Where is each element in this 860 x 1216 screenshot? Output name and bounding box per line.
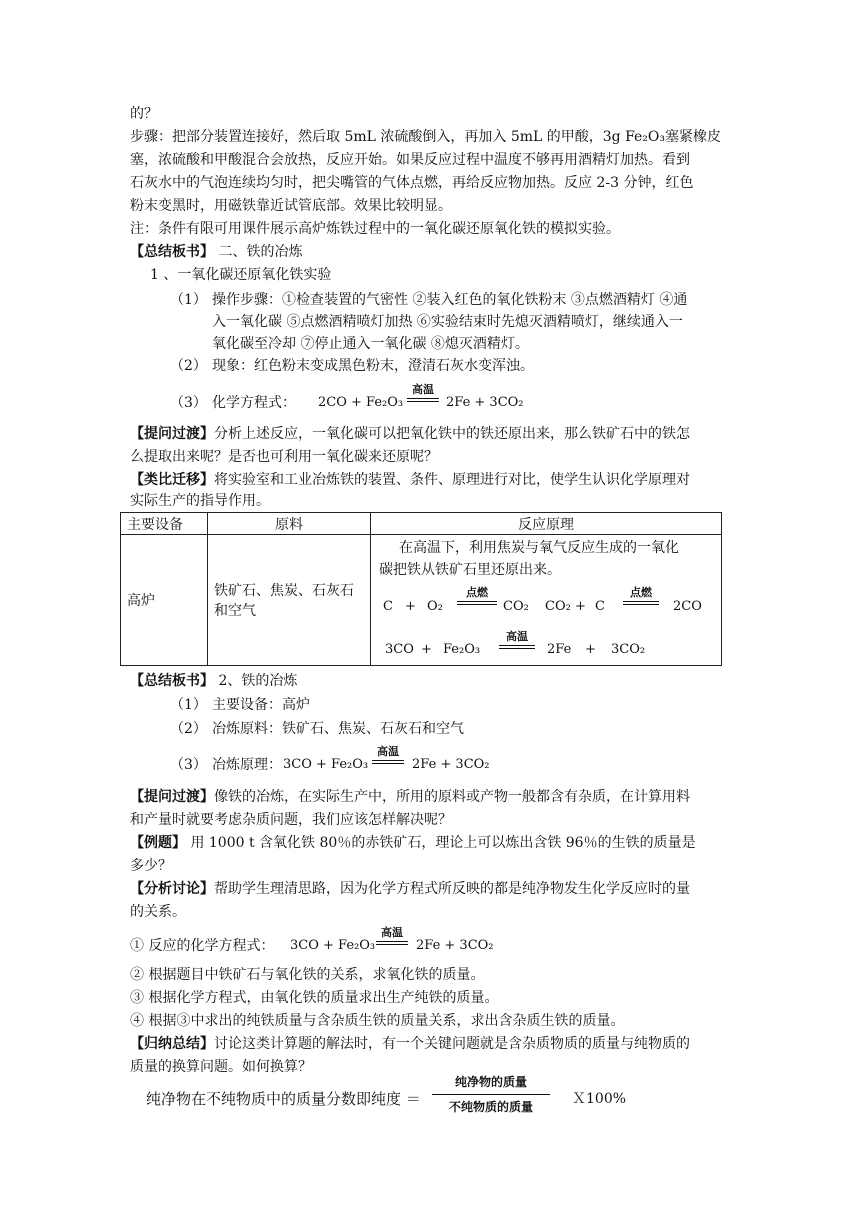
text-line: 像铁的冶炼，在实际生产中，所用的原料或产物一般都含有杂质，在计算用料 xyxy=(214,789,690,805)
text-line: 氧化碳至冷却 ⑦停止通入一氧化碳 ⑧熄灭酒精灯。 xyxy=(212,336,529,352)
text-line: 的关系。 xyxy=(130,904,186,920)
equation-lhs: 3CO + Fe₂O₃ xyxy=(290,938,376,953)
eq-term: + xyxy=(405,599,416,614)
section-title: 二、铁的冶炼 xyxy=(214,244,303,260)
reaction-condition xyxy=(499,631,535,649)
table-header: 反应原理 xyxy=(371,513,722,535)
text-line: 注：条件有限可用课件展示高炉炼铁过程中的一氧化碳还原氧化铁的模拟实验。 xyxy=(130,221,620,237)
eq-term: + xyxy=(421,642,432,657)
eq-term: 3CO xyxy=(385,642,414,657)
formula-label: 纯净物在不纯物质中的质量分数即纯度 ＝ xyxy=(146,1090,421,1108)
text-line: 么提取出来呢？是否也可利用一氧化碳来还原呢？ xyxy=(130,449,438,465)
item-number: （1） xyxy=(170,292,207,308)
table-cell-principle xyxy=(371,535,722,666)
equation-rhs: 2Fe + 3CO₂ xyxy=(412,757,490,772)
item-number: （3） xyxy=(170,395,207,411)
text-line: 和产量时就要考虑杂质问题，我们应该怎样解决呢？ xyxy=(130,812,452,828)
text-line: 的？ xyxy=(130,106,158,122)
section-tag: 【类比迁移】 xyxy=(130,472,214,488)
condition-label: 高温 xyxy=(506,630,528,643)
condition-label: 高温 xyxy=(381,926,403,939)
section-tag: 【提问过渡】 xyxy=(130,426,214,442)
eq-term: CO₂ xyxy=(503,599,529,614)
principle-line: 碳把铁从铁矿石里还原出来。 xyxy=(379,562,561,578)
comparison-table xyxy=(120,512,722,666)
text-line: 主要设备：高炉 xyxy=(212,697,310,713)
equation-rhs: 2Fe + 3CO₂ xyxy=(416,938,494,953)
section-heading xyxy=(130,670,297,692)
eq-term: C xyxy=(595,599,605,614)
fraction-numerator: 纯净物的质量 xyxy=(454,1075,527,1089)
text-line: 分析上述反应，一氧化碳可以把氧化铁中的铁还原出来，那么铁矿石中的铁怎 xyxy=(214,426,690,442)
text-line: 冶炼原理： xyxy=(212,757,282,773)
reaction-condition xyxy=(623,587,659,605)
text-line: 帮助学生理清思路，因为化学方程式所反映的都是纯净物发生化学反应时的量 xyxy=(214,881,690,897)
text-line: 质量的换算问题。如何换算？ xyxy=(130,1059,312,1075)
text-line: ② 根据题目中铁矿石与氧化铁的关系，求氧化铁的质量。 xyxy=(130,967,485,983)
eq-term: C xyxy=(383,599,393,614)
table-header-row xyxy=(121,513,722,535)
table-cell-equipment: 高炉 xyxy=(121,535,208,666)
fraction-denominator: 不纯物质的质量 xyxy=(448,1100,533,1114)
paragraph xyxy=(130,1033,690,1055)
section-tag: 【例题】 xyxy=(130,835,186,851)
condition-label: 高温 xyxy=(412,383,434,396)
equation-lhs: 3CO + Fe₂O₃ xyxy=(283,757,369,772)
text-line: ① 反应的化学方程式： xyxy=(130,938,275,954)
text-line: 操作步骤：①检查装置的气密性 ②装入红色的氧化铁粉末 ③点燃酒精灯 ④通 xyxy=(212,292,688,308)
reaction-condition xyxy=(407,384,439,402)
section-tag: 【分析讨论】 xyxy=(130,881,214,897)
section-heading xyxy=(130,241,302,263)
condition-label: 点燃 xyxy=(630,586,652,599)
purity-fraction xyxy=(432,1074,550,1115)
eq-term: + xyxy=(575,599,586,614)
materials-line: 和空气 xyxy=(214,603,256,619)
eq-term: 2CO xyxy=(673,599,702,614)
eq-term: O₂ xyxy=(427,599,443,614)
eq-term: 3CO₂ xyxy=(611,642,646,657)
text-line: 粉末变黑时，用磁铁靠近试管底部。效果比较明显。 xyxy=(130,198,452,214)
text-line: 现象：红色粉末变成黑色粉末，澄清石灰水变浑浊。 xyxy=(212,358,534,374)
text-line: 将实验室和工业冶炼铁的装置、条件、原理进行对比，使学生认识化学原理对 xyxy=(214,472,690,488)
section-tag: 【归纳总结】 xyxy=(130,1036,214,1052)
table-header: 主要设备 xyxy=(121,513,208,535)
text-line: 讨论这类计算题的解法时，有一个关键问题就是含杂质物质的质量与纯物质的 xyxy=(214,1036,690,1052)
text-line: 塞，浓硫酸和甲酸混合会放热，反应开始。如果反应过程中温度不够再用酒精灯加热。看到 xyxy=(130,152,690,168)
condition-label: 高温 xyxy=(377,745,399,758)
text-line: 入一氧化碳 ⑤点燃酒精喷灯加热 ⑥实验结束时先熄灭酒精喷灯，继续通入一 xyxy=(212,314,683,330)
text-line: ④ 根据③中求出的纯铁质量与含杂质生铁的质量关系，求出含杂质生铁的质量。 xyxy=(130,1013,625,1029)
sub-heading: 1 、一氧化碳还原氧化铁实验 xyxy=(150,267,332,283)
eq-term: 2Fe xyxy=(547,642,572,657)
reaction-condition xyxy=(372,746,404,764)
text-line: 冶炼原料：铁矿石、焦炭、石灰石和空气 xyxy=(212,721,464,737)
section-tag: 【总结板书】 xyxy=(130,673,214,689)
item-number: （2） xyxy=(170,721,207,737)
item-number: （2） xyxy=(170,358,207,374)
paragraph xyxy=(130,832,696,854)
text-line: 实际生产的指导作用。 xyxy=(130,493,270,509)
text-line: ③ 根据化学方程式，由氧化铁的质量求出生产纯铁的质量。 xyxy=(130,990,499,1006)
text-line: 石灰水中的气泡连续均匀时，把尖嘴管的气体点燃，再给反应物加热。反应 2-3 分钟，红色 xyxy=(130,175,694,191)
paragraph xyxy=(130,423,690,445)
reaction-condition xyxy=(457,587,497,605)
paragraph xyxy=(130,786,690,808)
reaction-condition xyxy=(376,927,408,945)
section-tag: 【提问过渡】 xyxy=(130,789,214,805)
equation-rhs: 2Fe + 3CO₂ xyxy=(446,395,524,410)
formula-multiplier: Ｘ100% xyxy=(572,1091,627,1107)
section-title: 2、铁的冶炼 xyxy=(214,673,298,689)
text-line: 步骤：把部分装置连接好，然后取 5mL 浓硫酸倒入，再加入 5mL 的甲酸，3g Fe₂O₃塞紧橡皮 xyxy=(130,129,722,145)
materials-line: 铁矿石、焦炭、石灰石 xyxy=(214,583,354,599)
text-line: 多少？ xyxy=(130,858,172,874)
text-line: 用 1000 t 含氧化铁 80％的赤铁矿石，理论上可以炼出含铁 96％的生铁的质量是 xyxy=(186,835,696,851)
item-number: （1） xyxy=(170,697,207,713)
item-number: （3） xyxy=(170,757,207,773)
table-header: 原料 xyxy=(208,513,371,535)
text-line: 化学方程式： xyxy=(212,395,296,411)
table-row xyxy=(121,535,722,666)
principle-line: 在高温下，利用焦炭与氧气反应生成的一氧化 xyxy=(399,540,679,556)
equation-lhs: 2CO + Fe₂O₃ xyxy=(318,395,404,410)
paragraph xyxy=(130,469,690,491)
table-cell-materials xyxy=(208,535,371,666)
condition-label: 点燃 xyxy=(466,586,488,599)
eq-term: + xyxy=(585,642,596,657)
eq-term: Fe₂O₃ xyxy=(443,642,481,657)
eq-term: CO₂ xyxy=(545,599,571,614)
paragraph xyxy=(130,878,690,900)
section-tag: 【总结板书】 xyxy=(130,244,214,260)
